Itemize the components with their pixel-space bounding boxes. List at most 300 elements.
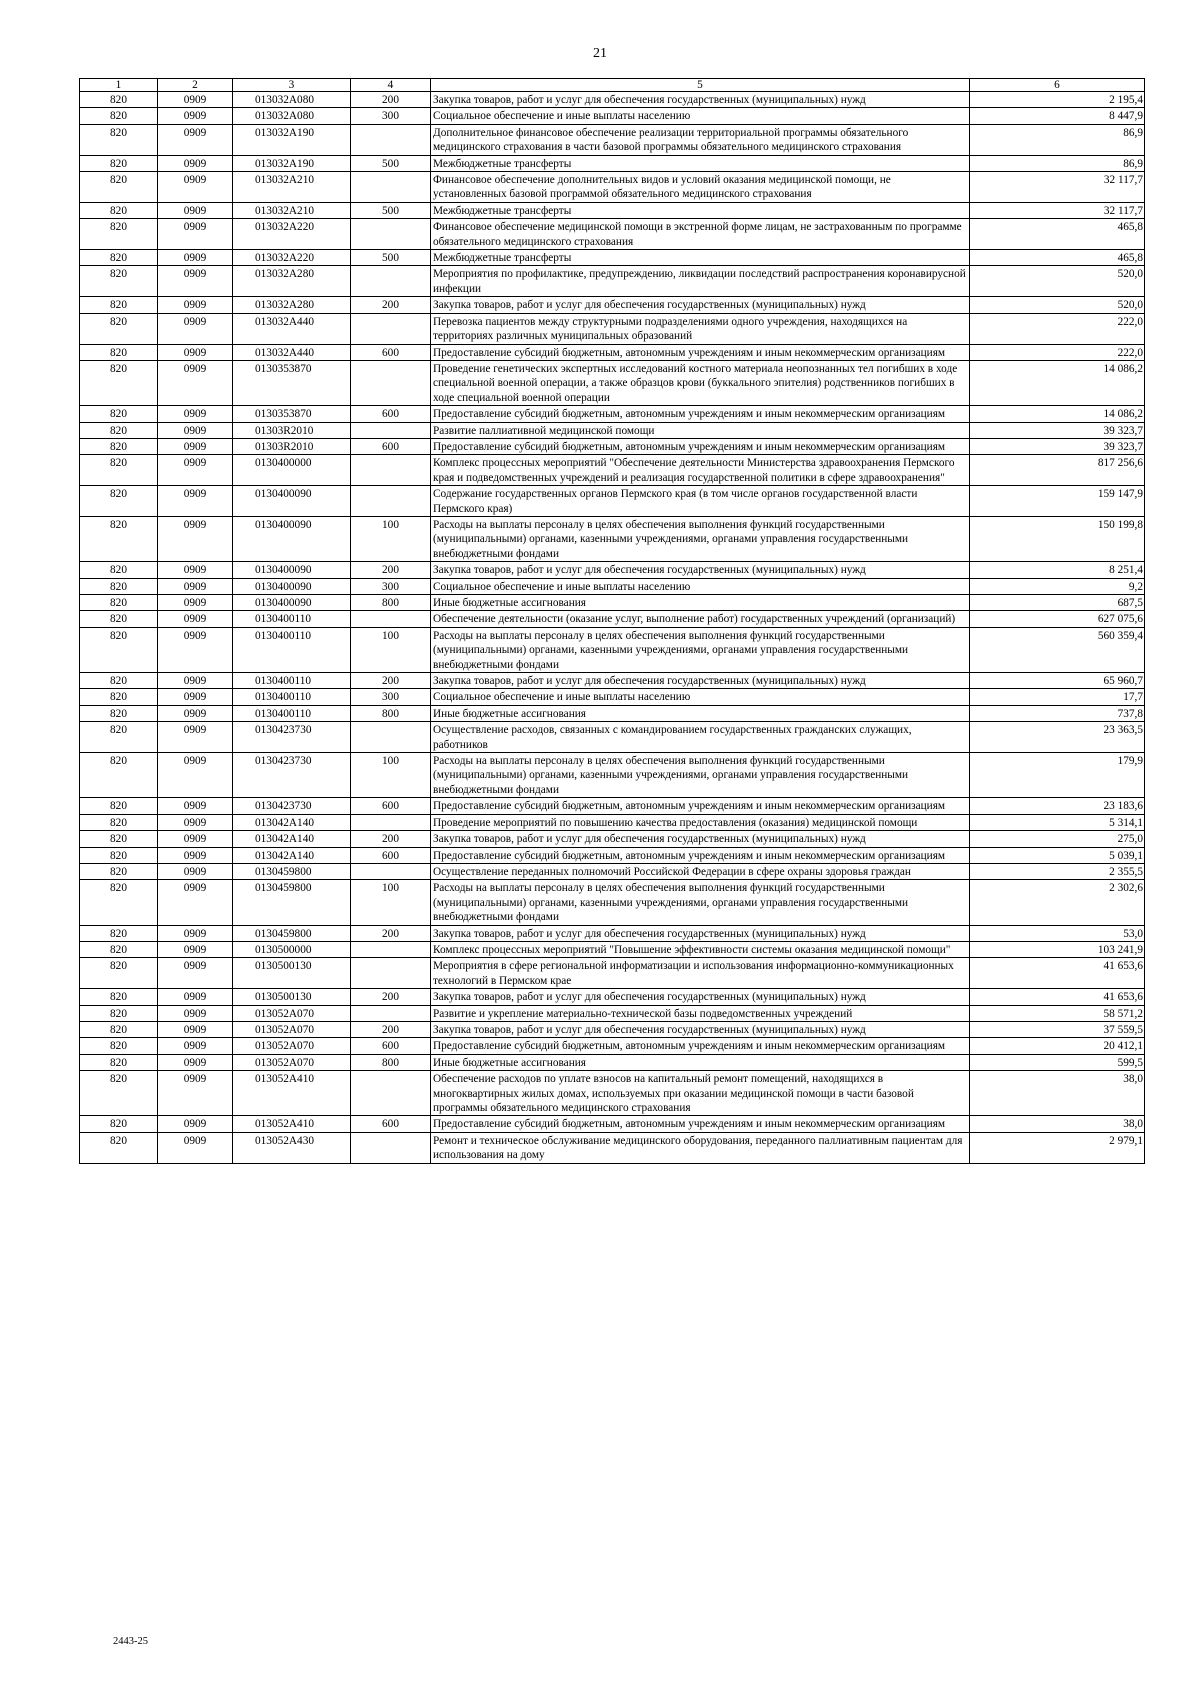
table-row xyxy=(80,595,1145,611)
grbs-code-cell: 820 xyxy=(80,313,158,344)
expense-type-cell xyxy=(351,611,431,627)
target-article-cell: 013032A080 xyxy=(233,108,351,124)
table-row xyxy=(80,516,1145,561)
table-body xyxy=(80,92,1145,1164)
table-row xyxy=(80,611,1145,627)
expense-type-cell: 600 xyxy=(351,438,431,454)
target-article-cell: 013042A140 xyxy=(233,814,351,830)
amount-cell: 58 571,2 xyxy=(970,1005,1145,1021)
table-row xyxy=(80,722,1145,753)
amount-cell: 23 363,5 xyxy=(970,722,1145,753)
section-code-cell: 0909 xyxy=(158,344,233,360)
table-row xyxy=(80,941,1145,957)
description-cell: Закупка товаров, работ и услуг для обеспечения государственных (муниципальных) нужд xyxy=(431,673,970,689)
grbs-code-cell: 820 xyxy=(80,595,158,611)
expense-type-cell xyxy=(351,958,431,989)
amount-cell: 817 256,6 xyxy=(970,455,1145,486)
description-cell: Развитие паллиативной медицинской помощи xyxy=(431,422,970,438)
table-row xyxy=(80,814,1145,830)
target-article-cell: 0130400090 xyxy=(233,595,351,611)
amount-cell: 2 195,4 xyxy=(970,92,1145,108)
grbs-code-cell: 820 xyxy=(80,406,158,422)
table-row xyxy=(80,1116,1145,1132)
amount-cell: 8 447,9 xyxy=(970,108,1145,124)
column-header: 5 xyxy=(431,79,970,92)
table-row xyxy=(80,880,1145,925)
description-cell: Мероприятия по профилактике, предупреждению, ликвидации последствий распространения коронавирусной инфекции xyxy=(431,266,970,297)
target-article-cell: 0130400110 xyxy=(233,689,351,705)
expense-type-cell xyxy=(351,1005,431,1021)
amount-cell: 17,7 xyxy=(970,689,1145,705)
section-code-cell: 0909 xyxy=(158,202,233,218)
description-cell: Расходы на выплаты персоналу в целях обеспечения выполнения функций государственными (муниципальными) органами, казенными учреждениями, органами управления государственными внебюджетными фондами xyxy=(431,753,970,798)
amount-cell: 103 241,9 xyxy=(970,941,1145,957)
section-code-cell: 0909 xyxy=(158,219,233,250)
section-code-cell: 0909 xyxy=(158,722,233,753)
table-row xyxy=(80,486,1145,517)
grbs-code-cell: 820 xyxy=(80,1005,158,1021)
section-code-cell: 0909 xyxy=(158,250,233,266)
target-article-cell: 01303R2010 xyxy=(233,422,351,438)
expense-type-cell: 200 xyxy=(351,92,431,108)
amount-cell: 520,0 xyxy=(970,266,1145,297)
description-cell: Социальное обеспечение и иные выплаты населению xyxy=(431,108,970,124)
table-row xyxy=(80,360,1145,405)
grbs-code-cell: 820 xyxy=(80,753,158,798)
description-cell: Предоставление субсидий бюджетным, автономным учреждениям и иным некоммерческим организациям xyxy=(431,1116,970,1132)
target-article-cell: 013032A440 xyxy=(233,313,351,344)
section-code-cell: 0909 xyxy=(158,266,233,297)
table-row xyxy=(80,958,1145,989)
expense-type-cell xyxy=(351,313,431,344)
amount-cell: 14 086,2 xyxy=(970,406,1145,422)
amount-cell: 5 039,1 xyxy=(970,847,1145,863)
section-code-cell: 0909 xyxy=(158,1038,233,1054)
description-cell: Предоставление субсидий бюджетным, автономным учреждениям и иным некоммерческим организациям xyxy=(431,438,970,454)
budget-table-container xyxy=(79,78,1144,1164)
target-article-cell: 013032A190 xyxy=(233,155,351,171)
table-row xyxy=(80,673,1145,689)
section-code-cell: 0909 xyxy=(158,673,233,689)
table-row xyxy=(80,250,1145,266)
amount-cell: 8 251,4 xyxy=(970,562,1145,578)
description-cell: Расходы на выплаты персоналу в целях обеспечения выполнения функций государственными (муниципальными) органами, казенными учреждениями, органами управления государственными внебюджетными фондами xyxy=(431,627,970,672)
expense-type-cell xyxy=(351,124,431,155)
section-code-cell: 0909 xyxy=(158,172,233,203)
grbs-code-cell: 820 xyxy=(80,831,158,847)
column-header: 6 xyxy=(970,79,1145,92)
table-row xyxy=(80,562,1145,578)
grbs-code-cell: 820 xyxy=(80,941,158,957)
amount-cell: 38,0 xyxy=(970,1116,1145,1132)
description-cell: Мероприятия в сфере региональной информатизации и использования информационно-коммуникационных технологий в Пермском крае xyxy=(431,958,970,989)
grbs-code-cell: 820 xyxy=(80,297,158,313)
description-cell: Обеспечение деятельности (оказание услуг, выполнение работ) государственных учреждений (организаций) xyxy=(431,611,970,627)
table-row xyxy=(80,202,1145,218)
expense-type-cell: 800 xyxy=(351,705,431,721)
table-row xyxy=(80,92,1145,108)
section-code-cell: 0909 xyxy=(158,455,233,486)
expense-type-cell xyxy=(351,863,431,879)
target-article-cell: 013052A070 xyxy=(233,1005,351,1021)
amount-cell: 627 075,6 xyxy=(970,611,1145,627)
grbs-code-cell: 820 xyxy=(80,925,158,941)
section-code-cell: 0909 xyxy=(158,627,233,672)
target-article-cell: 0130459800 xyxy=(233,925,351,941)
expense-type-cell: 100 xyxy=(351,753,431,798)
description-cell: Закупка товаров, работ и услуг для обеспечения государственных (муниципальных) нужд xyxy=(431,831,970,847)
description-cell: Межбюджетные трансферты xyxy=(431,155,970,171)
grbs-code-cell: 820 xyxy=(80,814,158,830)
table-row xyxy=(80,1005,1145,1021)
table-row xyxy=(80,455,1145,486)
section-code-cell: 0909 xyxy=(158,611,233,627)
amount-cell: 14 086,2 xyxy=(970,360,1145,405)
table-row xyxy=(80,344,1145,360)
amount-cell: 5 314,1 xyxy=(970,814,1145,830)
grbs-code-cell: 820 xyxy=(80,360,158,405)
expense-type-cell: 800 xyxy=(351,595,431,611)
expense-type-cell xyxy=(351,360,431,405)
grbs-code-cell: 820 xyxy=(80,422,158,438)
target-article-cell: 0130400090 xyxy=(233,578,351,594)
expense-type-cell: 500 xyxy=(351,250,431,266)
section-code-cell: 0909 xyxy=(158,1071,233,1116)
grbs-code-cell: 820 xyxy=(80,202,158,218)
amount-cell: 65 960,7 xyxy=(970,673,1145,689)
budget-table xyxy=(79,78,1145,1164)
expense-type-cell: 200 xyxy=(351,562,431,578)
description-cell: Проведение генетических экспертных исследований костного материала неопознанных тел погибших в ходе специальной военной операции, а также образцов крови (буккального эпителия) родственников погибших в ходе специальной военной операции xyxy=(431,360,970,405)
amount-cell: 275,0 xyxy=(970,831,1145,847)
expense-type-cell xyxy=(351,266,431,297)
description-cell: Предоставление субсидий бюджетным, автономным учреждениям и иным некоммерческим организациям xyxy=(431,406,970,422)
section-code-cell: 0909 xyxy=(158,562,233,578)
table-row xyxy=(80,831,1145,847)
amount-cell: 687,5 xyxy=(970,595,1145,611)
section-code-cell: 0909 xyxy=(158,297,233,313)
section-code-cell: 0909 xyxy=(158,438,233,454)
description-cell: Закупка товаров, работ и услуг для обеспечения государственных (муниципальных) нужд xyxy=(431,92,970,108)
target-article-cell: 013052A430 xyxy=(233,1132,351,1163)
target-article-cell: 0130400110 xyxy=(233,673,351,689)
amount-cell: 41 653,6 xyxy=(970,958,1145,989)
table-row xyxy=(80,863,1145,879)
amount-cell: 599,5 xyxy=(970,1054,1145,1070)
description-cell: Предоставление субсидий бюджетным, автономным учреждениям и иным некоммерческим организациям xyxy=(431,798,970,814)
table-row xyxy=(80,753,1145,798)
section-code-cell: 0909 xyxy=(158,108,233,124)
expense-type-cell: 600 xyxy=(351,1038,431,1054)
table-row xyxy=(80,1071,1145,1116)
target-article-cell: 013032A220 xyxy=(233,219,351,250)
description-cell: Комплекс процессных мероприятий "Обеспечение деятельности Министерства здравоохранения Пермского края и подведомственных учреждений и реализация государственной политики в сфере здравоохранения" xyxy=(431,455,970,486)
column-header: 1 xyxy=(80,79,158,92)
section-code-cell: 0909 xyxy=(158,422,233,438)
section-code-cell: 0909 xyxy=(158,989,233,1005)
description-cell: Финансовое обеспечение дополнительных видов и условий оказания медицинской помощи, не установленных базовой программой обязательного медицинского страхования xyxy=(431,172,970,203)
amount-cell: 86,9 xyxy=(970,155,1145,171)
grbs-code-cell: 820 xyxy=(80,266,158,297)
target-article-cell: 0130423730 xyxy=(233,798,351,814)
section-code-cell: 0909 xyxy=(158,1132,233,1163)
amount-cell: 2 979,1 xyxy=(970,1132,1145,1163)
section-code-cell: 0909 xyxy=(158,863,233,879)
expense-type-cell: 100 xyxy=(351,627,431,672)
section-code-cell: 0909 xyxy=(158,814,233,830)
table-row xyxy=(80,406,1145,422)
expense-type-cell xyxy=(351,455,431,486)
section-code-cell: 0909 xyxy=(158,880,233,925)
description-cell: Расходы на выплаты персоналу в целях обеспечения выполнения функций государственными (муниципальными) органами, казенными учреждениями, органами управления государственными внебюджетными фондами xyxy=(431,880,970,925)
target-article-cell: 0130459800 xyxy=(233,863,351,879)
grbs-code-cell: 820 xyxy=(80,1071,158,1116)
expense-type-cell xyxy=(351,1071,431,1116)
description-cell: Иные бюджетные ассигнования xyxy=(431,1054,970,1070)
table-row xyxy=(80,172,1145,203)
grbs-code-cell: 820 xyxy=(80,578,158,594)
description-cell: Комплекс процессных мероприятий "Повышение эффективности системы оказания медицинской помощи" xyxy=(431,941,970,957)
document-code: 2443-25 xyxy=(113,1636,148,1647)
grbs-code-cell: 820 xyxy=(80,124,158,155)
description-cell: Ремонт и техническое обслуживание медицинского оборудования, переданного паллиативным пациентам для использования на дому xyxy=(431,1132,970,1163)
description-cell: Развитие и укрепление материально-технической базы подведомственных учреждений xyxy=(431,1005,970,1021)
amount-cell: 32 117,7 xyxy=(970,172,1145,203)
grbs-code-cell: 820 xyxy=(80,455,158,486)
grbs-code-cell: 820 xyxy=(80,689,158,705)
grbs-code-cell: 820 xyxy=(80,673,158,689)
target-article-cell: 013052A070 xyxy=(233,1054,351,1070)
target-article-cell: 0130353870 xyxy=(233,360,351,405)
amount-cell: 9,2 xyxy=(970,578,1145,594)
description-cell: Перевозка пациентов между структурными подразделениями одного учреждения, находящихся на территориях различных муниципальных образований xyxy=(431,313,970,344)
description-cell: Закупка товаров, работ и услуг для обеспечения государственных (муниципальных) нужд xyxy=(431,925,970,941)
table-row xyxy=(80,266,1145,297)
target-article-cell: 0130400090 xyxy=(233,562,351,578)
table-row xyxy=(80,1132,1145,1163)
amount-cell: 39 323,7 xyxy=(970,438,1145,454)
grbs-code-cell: 820 xyxy=(80,1054,158,1070)
table-row xyxy=(80,124,1145,155)
amount-cell: 465,8 xyxy=(970,250,1145,266)
grbs-code-cell: 820 xyxy=(80,847,158,863)
amount-cell: 32 117,7 xyxy=(970,202,1145,218)
target-article-cell: 0130400090 xyxy=(233,486,351,517)
target-article-cell: 013032A080 xyxy=(233,92,351,108)
expense-type-cell: 600 xyxy=(351,798,431,814)
target-article-cell: 0130400110 xyxy=(233,611,351,627)
table-row xyxy=(80,578,1145,594)
table-row xyxy=(80,1038,1145,1054)
description-cell: Предоставление субсидий бюджетным, автономным учреждениям и иным некоммерческим организациям xyxy=(431,847,970,863)
description-cell: Обеспечение расходов по уплате взносов на капитальный ремонт помещений, находящихся в многоквартирных жилых домах, используемых при оказании медицинской помощи в части базовой программы обязательного медицинского страхования xyxy=(431,1071,970,1116)
amount-cell: 737,8 xyxy=(970,705,1145,721)
description-cell: Иные бюджетные ассигнования xyxy=(431,705,970,721)
amount-cell: 41 653,6 xyxy=(970,989,1145,1005)
section-code-cell: 0909 xyxy=(158,753,233,798)
column-header: 2 xyxy=(158,79,233,92)
expense-type-cell: 300 xyxy=(351,108,431,124)
expense-type-cell: 600 xyxy=(351,1116,431,1132)
description-cell: Содержание государственных органов Пермского края (в том числе органов государственной власти Пермского края) xyxy=(431,486,970,517)
description-cell: Закупка товаров, работ и услуг для обеспечения государственных (муниципальных) нужд xyxy=(431,989,970,1005)
expense-type-cell: 200 xyxy=(351,925,431,941)
table-row xyxy=(80,438,1145,454)
section-code-cell: 0909 xyxy=(158,595,233,611)
section-code-cell: 0909 xyxy=(158,124,233,155)
description-cell: Предоставление субсидий бюджетным, автономным учреждениям и иным некоммерческим организациям xyxy=(431,344,970,360)
grbs-code-cell: 820 xyxy=(80,250,158,266)
amount-cell: 23 183,6 xyxy=(970,798,1145,814)
grbs-code-cell: 820 xyxy=(80,958,158,989)
section-code-cell: 0909 xyxy=(158,847,233,863)
expense-type-cell xyxy=(351,941,431,957)
table-row xyxy=(80,989,1145,1005)
amount-cell: 465,8 xyxy=(970,219,1145,250)
amount-cell: 53,0 xyxy=(970,925,1145,941)
grbs-code-cell: 820 xyxy=(80,1021,158,1037)
target-article-cell: 0130400090 xyxy=(233,516,351,561)
description-cell: Расходы на выплаты персоналу в целях обеспечения выполнения функций государственными (муниципальными) органами, казенными учреждениями, органами управления государственными внебюджетными фондами xyxy=(431,516,970,561)
amount-cell: 2 355,5 xyxy=(970,863,1145,879)
expense-type-cell xyxy=(351,814,431,830)
target-article-cell: 013052A070 xyxy=(233,1021,351,1037)
table-row xyxy=(80,925,1145,941)
grbs-code-cell: 820 xyxy=(80,705,158,721)
amount-cell: 37 559,5 xyxy=(970,1021,1145,1037)
expense-type-cell: 200 xyxy=(351,831,431,847)
amount-cell: 86,9 xyxy=(970,124,1145,155)
target-article-cell: 013052A070 xyxy=(233,1038,351,1054)
section-code-cell: 0909 xyxy=(158,1005,233,1021)
expense-type-cell: 200 xyxy=(351,1021,431,1037)
target-article-cell: 013032A190 xyxy=(233,124,351,155)
table-row xyxy=(80,627,1145,672)
description-cell: Финансовое обеспечение медицинской помощи в экстренной форме лицам, не застрахованным по программе обязательного медицинского страхования xyxy=(431,219,970,250)
grbs-code-cell: 820 xyxy=(80,108,158,124)
grbs-code-cell: 820 xyxy=(80,880,158,925)
expense-type-cell: 100 xyxy=(351,880,431,925)
table-row xyxy=(80,297,1145,313)
amount-cell: 179,9 xyxy=(970,753,1145,798)
section-code-cell: 0909 xyxy=(158,516,233,561)
target-article-cell: 0130423730 xyxy=(233,753,351,798)
target-article-cell: 013032A210 xyxy=(233,172,351,203)
description-cell: Закупка товаров, работ и услуг для обеспечения государственных (муниципальных) нужд xyxy=(431,562,970,578)
description-cell: Межбюджетные трансферты xyxy=(431,250,970,266)
grbs-code-cell: 820 xyxy=(80,989,158,1005)
target-article-cell: 013032A210 xyxy=(233,202,351,218)
expense-type-cell: 300 xyxy=(351,689,431,705)
expense-type-cell: 200 xyxy=(351,989,431,1005)
target-article-cell: 0130459800 xyxy=(233,880,351,925)
expense-type-cell xyxy=(351,219,431,250)
section-code-cell: 0909 xyxy=(158,941,233,957)
grbs-code-cell: 820 xyxy=(80,92,158,108)
description-cell: Закупка товаров, работ и услуг для обеспечения государственных (муниципальных) нужд xyxy=(431,297,970,313)
amount-cell: 38,0 xyxy=(970,1071,1145,1116)
table-row xyxy=(80,705,1145,721)
amount-cell: 560 359,4 xyxy=(970,627,1145,672)
expense-type-cell: 600 xyxy=(351,847,431,863)
target-article-cell: 013052A410 xyxy=(233,1116,351,1132)
expense-type-cell: 300 xyxy=(351,578,431,594)
grbs-code-cell: 820 xyxy=(80,438,158,454)
grbs-code-cell: 820 xyxy=(80,516,158,561)
table-row xyxy=(80,847,1145,863)
grbs-code-cell: 820 xyxy=(80,1038,158,1054)
expense-type-cell: 600 xyxy=(351,406,431,422)
expense-type-cell: 200 xyxy=(351,673,431,689)
table-row xyxy=(80,219,1145,250)
section-code-cell: 0909 xyxy=(158,1116,233,1132)
section-code-cell: 0909 xyxy=(158,925,233,941)
expense-type-cell: 500 xyxy=(351,155,431,171)
target-article-cell: 013032A280 xyxy=(233,266,351,297)
column-header: 4 xyxy=(351,79,431,92)
section-code-cell: 0909 xyxy=(158,958,233,989)
page-number: 21 xyxy=(593,46,607,61)
grbs-code-cell: 820 xyxy=(80,172,158,203)
description-cell: Социальное обеспечение и иные выплаты населению xyxy=(431,689,970,705)
section-code-cell: 0909 xyxy=(158,578,233,594)
grbs-code-cell: 820 xyxy=(80,1116,158,1132)
target-article-cell: 0130500130 xyxy=(233,989,351,1005)
target-article-cell: 013032A280 xyxy=(233,297,351,313)
section-code-cell: 0909 xyxy=(158,798,233,814)
expense-type-cell: 200 xyxy=(351,297,431,313)
section-code-cell: 0909 xyxy=(158,1054,233,1070)
amount-cell: 150 199,8 xyxy=(970,516,1145,561)
table-row xyxy=(80,313,1145,344)
expense-type-cell xyxy=(351,486,431,517)
target-article-cell: 0130423730 xyxy=(233,722,351,753)
target-article-cell: 013042A140 xyxy=(233,847,351,863)
grbs-code-cell: 820 xyxy=(80,219,158,250)
description-cell: Социальное обеспечение и иные выплаты населению xyxy=(431,578,970,594)
amount-cell: 159 147,9 xyxy=(970,486,1145,517)
expense-type-cell xyxy=(351,722,431,753)
section-code-cell: 0909 xyxy=(158,92,233,108)
expense-type-cell: 800 xyxy=(351,1054,431,1070)
expense-type-cell xyxy=(351,1132,431,1163)
expense-type-cell xyxy=(351,422,431,438)
grbs-code-cell: 820 xyxy=(80,863,158,879)
amount-cell: 39 323,7 xyxy=(970,422,1145,438)
target-article-cell: 013042A140 xyxy=(233,831,351,847)
expense-type-cell: 600 xyxy=(351,344,431,360)
grbs-code-cell: 820 xyxy=(80,486,158,517)
grbs-code-cell: 820 xyxy=(80,344,158,360)
section-code-cell: 0909 xyxy=(158,360,233,405)
table-row xyxy=(80,422,1145,438)
description-cell: Закупка товаров, работ и услуг для обеспечения государственных (муниципальных) нужд xyxy=(431,1021,970,1037)
table-row xyxy=(80,1021,1145,1037)
expense-type-cell: 100 xyxy=(351,516,431,561)
amount-cell: 520,0 xyxy=(970,297,1145,313)
table-row xyxy=(80,108,1145,124)
grbs-code-cell: 820 xyxy=(80,798,158,814)
section-code-cell: 0909 xyxy=(158,486,233,517)
grbs-code-cell: 820 xyxy=(80,562,158,578)
grbs-code-cell: 820 xyxy=(80,627,158,672)
target-article-cell: 013032A220 xyxy=(233,250,351,266)
target-article-cell: 0130353870 xyxy=(233,406,351,422)
table-row xyxy=(80,689,1145,705)
description-cell: Проведение мероприятий по повышению качества предоставления (оказания) медицинской помощи xyxy=(431,814,970,830)
table-row xyxy=(80,798,1145,814)
description-cell: Осуществление расходов, связанных с командированием государственных гражданских служащих, работников xyxy=(431,722,970,753)
